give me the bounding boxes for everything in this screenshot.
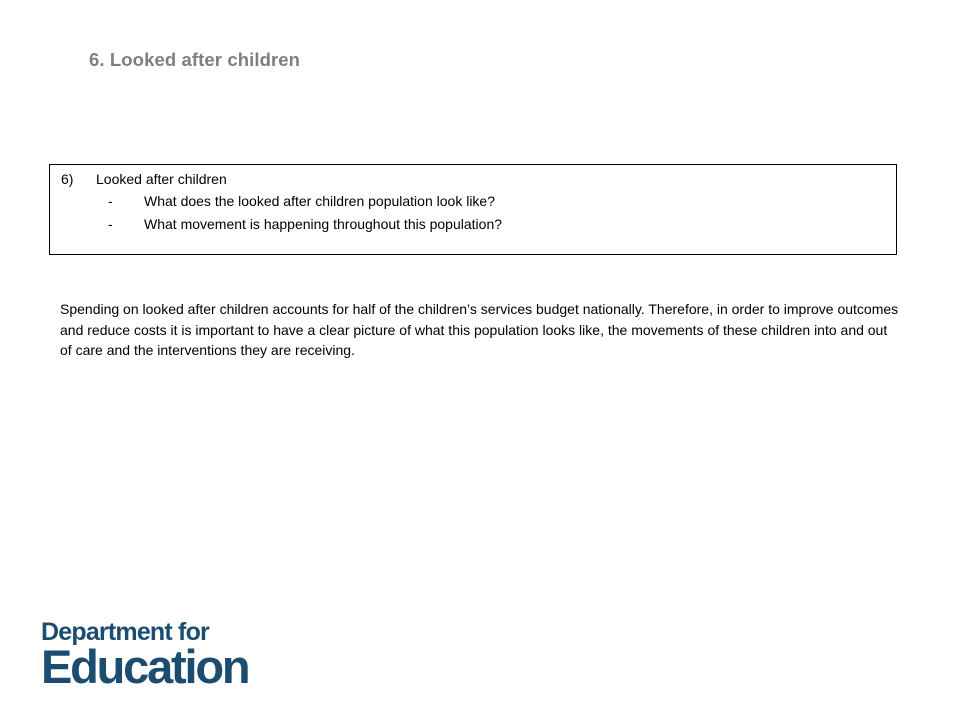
body-paragraph: Spending on looked after children accounts for half of the children’s services budget nationally. Therefore, in order to improve outcomes and reduce costs it is important to have a clear picture of what this population looks like, the movements of these children into and out of care and the interventions they are receiving.: [60, 301, 899, 358]
question-number: 6): [61, 171, 74, 187]
logo-line-department-for: Department for: [41, 618, 209, 646]
question-heading: [61, 171, 227, 187]
question-item-dash: -: [108, 193, 113, 209]
question-item-text: What does the looked after children population look like?: [144, 193, 495, 209]
question-heading-text: Looked after children: [96, 171, 227, 187]
question-item-dash: -: [108, 216, 113, 232]
question-item-text: What movement is happening throughout this population?: [144, 216, 503, 232]
question-box: [49, 164, 897, 255]
question-item: [108, 216, 502, 232]
logo-line-education: Education: [41, 640, 249, 693]
question-item: [108, 193, 495, 209]
slide-title: 6. Looked after children: [89, 49, 301, 70]
department-for-education-logo: [41, 618, 249, 693]
